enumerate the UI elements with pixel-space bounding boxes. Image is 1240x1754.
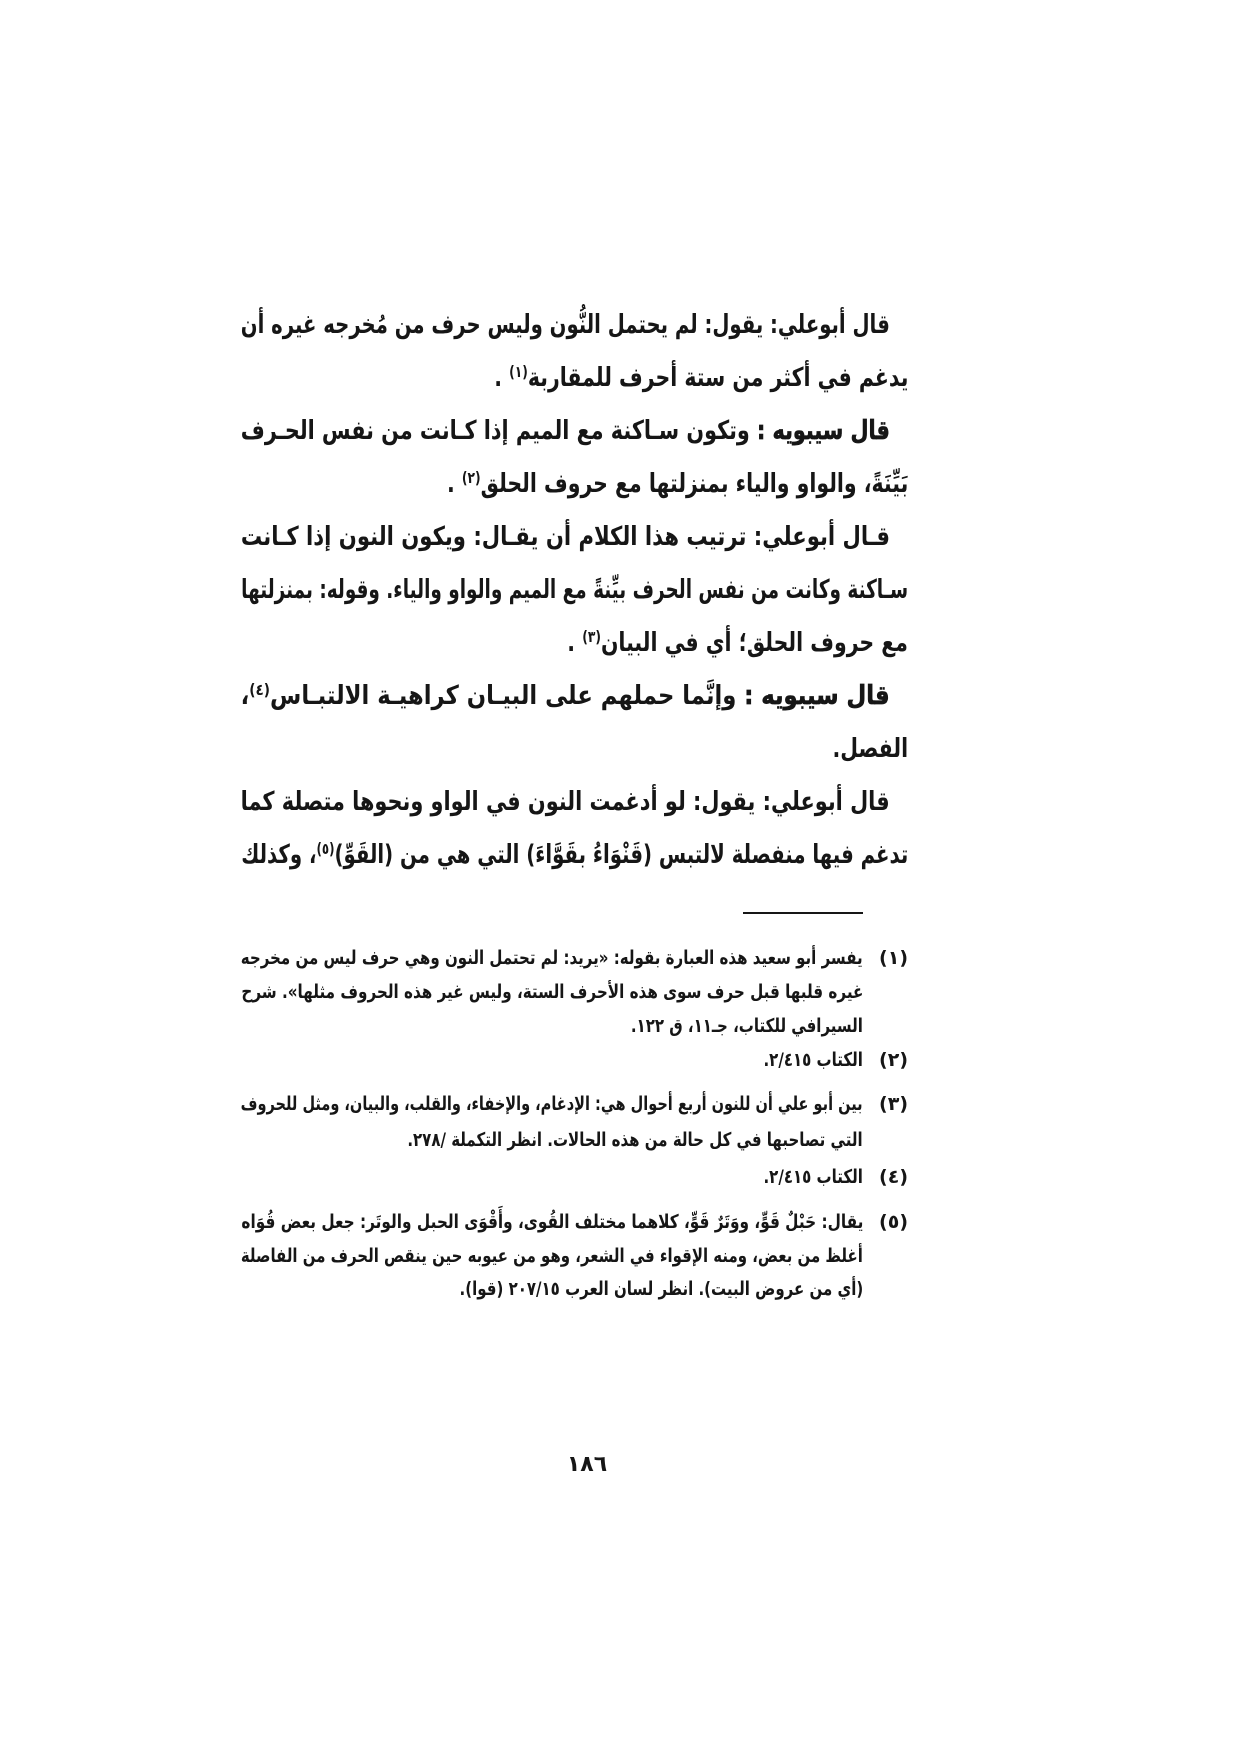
body-line-3 bbox=[241, 409, 908, 453]
body-text: قال أبوعلي: يقول: لم يحتمل النُّون وليس حرف من مُخرجه غيره أن bbox=[240, 310, 890, 340]
footnote-text: السيرافي للكتاب، جـ١١، ق ١٢٢. bbox=[630, 1015, 863, 1037]
body-line-4 bbox=[241, 462, 908, 506]
body-text-tail: . bbox=[493, 363, 509, 393]
footnote-5-line-3 bbox=[241, 1274, 863, 1304]
speaker-label: قال سيبويه : bbox=[744, 681, 890, 711]
body-text: وتكون سـاكنة مع الميم إذا كـانت من نفس الحـرف bbox=[240, 416, 751, 446]
body-text-tail: ، bbox=[240, 681, 250, 711]
footnote-5-line-1 bbox=[241, 1207, 863, 1237]
body-text: وإنَّما حملهم على البيـان كراهيـة الالتبـاس bbox=[270, 681, 737, 711]
body-text: قـال أبوعلي: ترتيب هذا الكلام أن يقـال: ويكون النون إذا كـانت bbox=[240, 522, 890, 552]
footnote-1-line-1 bbox=[241, 943, 863, 973]
footnote-text: الكتاب ٢/٤١٥. bbox=[763, 1166, 863, 1188]
footnote-marker-4: (٤) bbox=[249, 681, 271, 700]
footnote-3-number: (٣) bbox=[879, 1093, 908, 1115]
footnote-2-number: (٢) bbox=[879, 1049, 908, 1071]
footnote-4-line-1 bbox=[241, 1162, 863, 1192]
body-line-5 bbox=[241, 515, 908, 559]
footnote-marker-3: (٣) bbox=[582, 628, 602, 647]
footnote-text: التي تصاحبها في كل حالة من هذه الحالات. انظر التكملة /٢٧٨. bbox=[407, 1129, 863, 1151]
body-text: قال أبوعلي: يقول: لو أدغمت النون في الواو ونحوها متصلة كما bbox=[241, 787, 890, 817]
body-line-10-content bbox=[241, 780, 890, 824]
footnote-text: يفسر أبو سعيد هذه العبارة بقوله: «يريد: لم تحتمل النون وهي حرف ليس من مخرجه bbox=[241, 947, 863, 969]
footnote-text: بين أبو علي أن للنون أربع أحوال هي: الإدغام، والإخفاء، والقلب، والبيان، ومثل للحروف bbox=[241, 1093, 863, 1115]
body-line-7-content bbox=[567, 621, 908, 668]
body-text-tail: ، وكذلك bbox=[241, 840, 317, 870]
body-line-5-content bbox=[241, 515, 890, 559]
footnote-marker-2: (٢) bbox=[461, 469, 481, 488]
body-line-6-content bbox=[241, 568, 908, 612]
body-line-4-content bbox=[447, 462, 908, 509]
body-text: سـاكنة وكانت من نفس الحرف بيِّنةً مع الميم والواو والياء. وقوله: بمنزلتها bbox=[241, 575, 908, 605]
footnote-5-line-2 bbox=[241, 1241, 863, 1271]
footnote-4-number: (٤) bbox=[879, 1166, 908, 1188]
speaker-label: قال سيبويه : bbox=[757, 416, 890, 446]
body-line-8 bbox=[241, 674, 908, 718]
body-line-6 bbox=[241, 568, 908, 612]
body-text: بَيِّنَةً، والواو والياء بمنزلتها مع حروف الحلق bbox=[480, 469, 908, 499]
body-text-tail: . bbox=[567, 628, 583, 658]
footnote-separator bbox=[743, 912, 863, 914]
body-line-1-content bbox=[241, 303, 890, 347]
footnote-text: (أي من عروض البيت). انظر لسان العرب ٢٠٧/١٥ (قوا). bbox=[459, 1278, 863, 1300]
body-line-3-content bbox=[241, 409, 890, 453]
body-line-10 bbox=[241, 780, 908, 824]
body-line-2 bbox=[241, 356, 908, 400]
footnote-text: الكتاب ٢/٤١٥. bbox=[763, 1049, 863, 1071]
body-line-11-content bbox=[241, 833, 908, 880]
footnote-2-line-1 bbox=[241, 1045, 863, 1075]
body-text: تدغم فيها منفصلة لالتبس (قَنْوَاءُ بقَوَّاءَ) التي هي من (القَوِّ) bbox=[334, 840, 908, 870]
footnote-3-line-2 bbox=[241, 1125, 863, 1155]
footnote-text: يقال: حَبْلٌ قَوٍّ، ووَتَرٌ قَوٍّ، كلاهما مختلف القُوى، وأَقْوَى الحبل والوتَر: جعل بعض قُوَاه bbox=[240, 1211, 863, 1233]
footnote-1-number: (١) bbox=[879, 947, 908, 969]
body-line-7 bbox=[241, 621, 908, 665]
body-text: يدغم في أكثر من ستة أحرف للمقاربة bbox=[527, 363, 908, 393]
body-line-1 bbox=[241, 303, 908, 347]
body-line-9 bbox=[241, 727, 908, 771]
body-text: مع حروف الحلق؛ أي في البيان bbox=[601, 628, 908, 658]
body-line-2-content bbox=[494, 356, 908, 403]
footnote-marker-5: (٥) bbox=[316, 840, 335, 859]
footnote-3-line-1 bbox=[241, 1089, 863, 1119]
footnote-1-line-2 bbox=[241, 977, 863, 1007]
body-line-8-content bbox=[241, 674, 890, 721]
page-number: ١٨٦ bbox=[566, 1452, 608, 1477]
body-line-11 bbox=[241, 833, 908, 877]
footnote-text: أغلظ من بعض، ومنه الإقواء في الشعر، وهو من عيوبه حين ينقص الحرف من الفاصلة bbox=[241, 1245, 863, 1267]
footnote-1-line-3 bbox=[241, 1011, 863, 1041]
footnote-text: غيره قلبها قبل حرف سوى هذه الأحرف الستة، وليس غير هذه الحروف مثلها». شرح bbox=[240, 981, 863, 1003]
body-text-tail: . bbox=[446, 469, 462, 499]
footnote-marker-1: (١) bbox=[508, 363, 528, 382]
body-text: الفصل. bbox=[832, 734, 908, 764]
footnote-5-number: (٥) bbox=[879, 1211, 908, 1233]
body-line-9-content bbox=[832, 727, 908, 771]
